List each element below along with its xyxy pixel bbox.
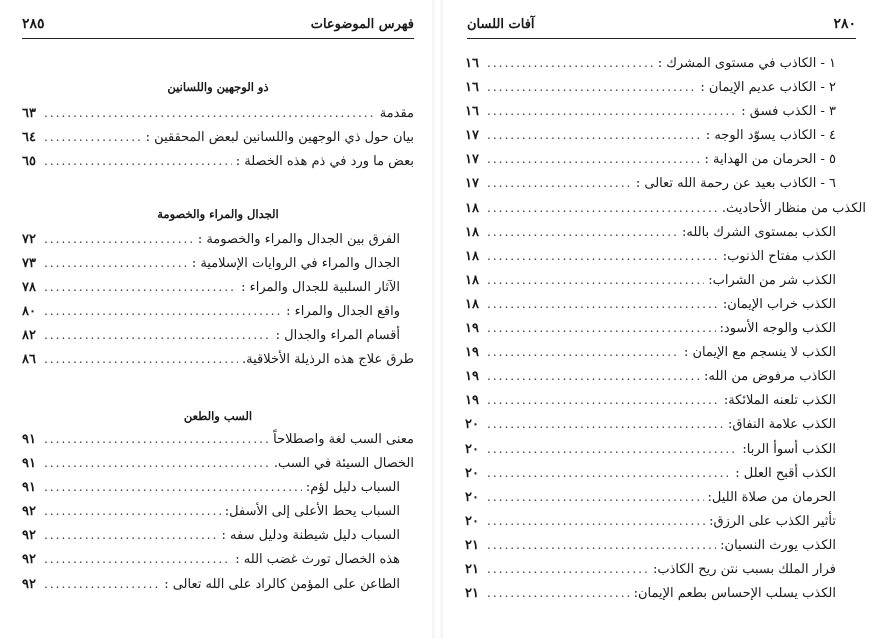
toc-entry-page: ١٨ <box>465 248 479 264</box>
toc-entry-page: ١٦ <box>465 80 479 96</box>
toc-entry-page: ٢٠ <box>465 417 479 433</box>
toc-entry-page: ١٦ <box>465 104 479 120</box>
toc-entry-title: هذه الخصال تورث غضب الله : <box>235 552 400 568</box>
toc-leader-dots <box>44 352 238 366</box>
toc-entry-title: الحرمان من صلاة الليل: <box>707 489 836 505</box>
toc-entry-title: السباب دليل شيطنة ودليل سفه : <box>221 528 400 544</box>
toc-entry <box>465 225 850 249</box>
toc-leader-dots <box>487 201 718 215</box>
toc-leader-dots <box>44 528 218 542</box>
toc-entry <box>465 273 850 297</box>
toc-entry-title: ٥ - الحرمان من الهداية : <box>704 152 836 168</box>
toc-entry-page: ٢١ <box>465 561 479 577</box>
toc-entry <box>465 176 850 200</box>
toc-leader-dots <box>44 552 231 566</box>
left-page-number: ٢٨٥ <box>22 16 45 32</box>
toc-leader-dots <box>487 176 632 190</box>
toc-entry <box>465 538 850 562</box>
toc-entry <box>465 466 850 490</box>
toc-leader-dots <box>44 232 194 246</box>
toc-entry <box>22 352 414 376</box>
toc-entry <box>22 432 414 456</box>
right-header-rule <box>467 38 856 39</box>
toc-entry-page: ٧٢ <box>22 232 36 247</box>
toc-leader-dots <box>44 480 302 494</box>
toc-leader-dots <box>487 297 719 311</box>
toc-entry-page: ٨٠ <box>22 304 36 320</box>
toc-entry-title: السباب دليل لؤم: <box>305 480 400 496</box>
right-page-number: ٢٨٠ <box>833 16 856 32</box>
toc-entry-title: ١ - الكاذب في مستوى المشرك : <box>657 56 836 71</box>
toc-entry-page: ٩٢ <box>22 504 36 520</box>
toc-entry-page: ١٩ <box>465 321 479 337</box>
toc-entry-page: ٩١ <box>22 432 36 447</box>
toc-entry-page: ٩٢ <box>22 528 36 544</box>
right-page-header <box>467 14 856 34</box>
toc-entry-page: ١٧ <box>465 176 479 192</box>
toc-entry <box>465 104 850 128</box>
toc-entry-title: ٤ - الكاذب يسوّد الوجه : <box>705 128 836 144</box>
toc-entry <box>22 256 414 280</box>
toc-entry-title: الخصال السيئة في السب. <box>273 456 414 472</box>
toc-entry-page: ٩١ <box>22 480 36 496</box>
toc-entry <box>22 328 414 352</box>
toc-entry-title: الكذب خراب الإيمان: <box>722 296 836 312</box>
toc-entry-title: مقدمة <box>379 106 414 121</box>
toc-entry-title: بعض ما ورد في ذم هذه الخصلة : <box>235 154 414 170</box>
toc-list-argument <box>22 232 414 377</box>
toc-entry-page: ٧٣ <box>22 256 36 272</box>
toc-leader-dots <box>44 432 269 446</box>
toc-entry-title: الكذب علامة النفاق: <box>727 417 836 433</box>
toc-entry-page: ٢٠ <box>465 465 479 481</box>
toc-leader-dots <box>44 328 272 342</box>
toc-entry-title: ٣ - الكذب فسق : <box>741 104 836 120</box>
toc-leader-dots <box>487 490 704 504</box>
toc-entry-title: ٢ - الكاذب عديم الإيمان : <box>700 80 836 96</box>
toc-leader-dots <box>487 152 701 166</box>
toc-entry <box>22 232 414 256</box>
toc-leader-dots <box>487 321 716 335</box>
toc-leader-dots <box>487 128 702 142</box>
section-heading-two-faced: ذو الوجهين واللسانين <box>167 80 269 94</box>
toc-leader-dots <box>487 80 696 94</box>
toc-entry <box>22 480 414 504</box>
toc-entry-page: ١٩ <box>465 345 479 361</box>
toc-entry-title: الفرق بين الجدال والمراء والخصومة : <box>197 232 400 247</box>
toc-leader-dots <box>487 225 678 239</box>
toc-entry-title: السباب يحط الأعلى إلى الأسفل: <box>224 504 400 520</box>
toc-entry-title: الكذب تلعنه الملائكة: <box>723 393 836 409</box>
toc-entry <box>465 56 850 80</box>
toc-leader-dots <box>44 256 188 270</box>
toc-leader-dots <box>487 393 720 407</box>
toc-entry-page: ١٦ <box>465 56 479 71</box>
toc-entry-title: الكذب والوجه الأسود: <box>719 321 836 337</box>
toc-leader-dots <box>487 538 716 552</box>
toc-entry-page: ٢٠ <box>465 489 479 505</box>
toc-entry-page: ١٧ <box>465 128 479 144</box>
toc-entry <box>22 154 414 178</box>
toc-entry-title: الكذب أقبح العلل : <box>735 465 836 481</box>
toc-entry-title: فرار الملك بسبب نتن ريح الكاذب: <box>652 561 836 577</box>
toc-entry-title: ٦ - الكاذب بعيد عن رحمة الله تعالى : <box>635 176 836 192</box>
left-header-rule <box>22 38 414 39</box>
toc-list-two-faced <box>22 106 414 178</box>
toc-entry <box>465 369 850 393</box>
toc-leader-dots <box>44 154 232 168</box>
toc-entry-page: ٦٣ <box>22 106 36 121</box>
toc-entry <box>465 321 850 345</box>
toc-entry-title: معنى السب لغة واصطلاحاً <box>273 432 414 447</box>
toc-entry-page: ١٨ <box>465 296 479 312</box>
toc-entry-page: ٧٨ <box>22 280 36 296</box>
toc-leader-dots <box>44 280 237 294</box>
toc-entry-title: الآثار السلبية للجدال والمراء : <box>241 280 400 296</box>
toc-entry <box>465 490 850 514</box>
toc-entry <box>22 504 414 528</box>
toc-entry-title: الكذب لا ينسجم مع الإيمان : <box>683 345 836 361</box>
toc-entry-page: ١٧ <box>465 152 479 168</box>
toc-entry-title: الكذب من منظار الأحاديث. <box>721 200 866 216</box>
toc-entry-page: ٦٥ <box>22 154 36 170</box>
toc-entry <box>465 152 850 176</box>
toc-entry <box>22 577 414 601</box>
toc-entry-page: ١٨ <box>465 200 479 216</box>
toc-entry-page: ٩٢ <box>22 576 36 592</box>
toc-entry-page: ٨٢ <box>22 328 36 344</box>
toc-leader-dots <box>487 417 724 431</box>
toc-entry <box>465 297 850 321</box>
toc-leader-dots <box>487 273 704 287</box>
toc-leader-dots <box>487 466 731 480</box>
toc-entry <box>465 417 850 441</box>
toc-leader-dots <box>487 249 719 263</box>
right-header-title: آفات اللسان <box>467 16 535 32</box>
left-page-header <box>22 14 414 34</box>
toc-entry-page: ٢٠ <box>465 441 479 457</box>
toc-leader-dots <box>44 304 282 318</box>
toc-leader-dots <box>44 130 142 144</box>
toc-list-insult <box>22 432 414 601</box>
toc-list-lying <box>465 56 866 610</box>
toc-entry <box>22 130 414 154</box>
toc-entry-title: الجدال والمراء في الروايات الإسلامية : <box>191 256 400 272</box>
toc-entry <box>465 562 850 586</box>
toc-leader-dots <box>487 442 738 456</box>
toc-entry-page: ٢١ <box>465 586 479 602</box>
toc-entry-title: أقسام المراء والجدال : <box>275 328 400 344</box>
toc-entry <box>465 80 850 104</box>
toc-entry-title: الكذب أسوأ الربا: <box>742 441 836 457</box>
toc-entry <box>22 280 414 304</box>
toc-leader-dots <box>44 456 270 470</box>
toc-leader-dots <box>487 586 630 600</box>
left-header-title: فهرس الموضوعات <box>310 16 414 32</box>
toc-entry <box>22 106 414 130</box>
toc-entry-title: الكذب بمستوى الشرك بالله: <box>681 224 836 240</box>
toc-entry-page: ٦٤ <box>22 130 36 146</box>
toc-leader-dots <box>487 562 649 576</box>
toc-entry-page: ٨٦ <box>22 352 36 368</box>
toc-entry-page: ٢١ <box>465 537 479 553</box>
toc-leader-dots <box>44 577 160 591</box>
section-heading-argument: الجدال والمراء والخصومة <box>157 207 279 221</box>
left-page <box>0 0 432 639</box>
toc-entry-page: ٩١ <box>22 456 36 472</box>
toc-entry <box>22 304 414 328</box>
toc-entry <box>465 514 850 538</box>
toc-entry <box>22 552 414 576</box>
toc-entry-page: ١٨ <box>465 224 479 240</box>
toc-entry-title: الطاعن على المؤمن كالراد على الله تعالى : <box>164 576 400 592</box>
toc-entry-title: بيان حول ذي الوجهين واللسانين لبعض المحققين : <box>145 130 414 146</box>
toc-entry-page: ١٩ <box>465 393 479 409</box>
section-heading-insult: السب والطعن <box>183 409 253 423</box>
toc-entry-title: الكذب يورث النسيان: <box>720 537 836 553</box>
toc-leader-dots <box>487 56 654 70</box>
toc-entry <box>465 393 850 417</box>
toc-leader-dots <box>44 106 376 120</box>
toc-leader-dots <box>487 514 705 528</box>
toc-entry-title: طرق علاج هذه الرذيلة الأخلاقية. <box>241 352 414 368</box>
toc-entry <box>465 586 850 610</box>
toc-entry-title: تأثير الكذب على الرزق: <box>709 513 836 529</box>
toc-entry-title: الكاذب مرفوض من الله: <box>703 369 836 385</box>
toc-entry <box>22 528 414 552</box>
toc-entry-title: واقع الجدال والمراء : <box>286 304 400 320</box>
toc-entry-page: ٩٢ <box>22 552 36 568</box>
toc-entry-page: ١٩ <box>465 369 479 385</box>
toc-entry-page: ٢٠ <box>465 513 479 529</box>
toc-entry-title: الكذب شر من الشراب: <box>708 272 836 288</box>
toc-entry <box>465 249 850 273</box>
book-gutter <box>432 0 443 639</box>
toc-leader-dots <box>44 504 221 518</box>
toc-entry <box>465 442 850 466</box>
toc-entry <box>465 201 866 225</box>
toc-entry-title: الكذب مفتاح الذنوب: <box>722 248 836 264</box>
toc-leader-dots <box>487 104 737 118</box>
toc-entry <box>465 345 850 369</box>
toc-entry-page: ١٨ <box>465 272 479 288</box>
toc-entry <box>465 128 850 152</box>
toc-entry-title: الكذب يسلب الإحساس بطعم الإيمان: <box>633 586 836 602</box>
toc-leader-dots <box>487 369 700 383</box>
toc-leader-dots <box>487 345 680 359</box>
toc-entry <box>22 456 414 480</box>
right-page <box>443 0 886 639</box>
